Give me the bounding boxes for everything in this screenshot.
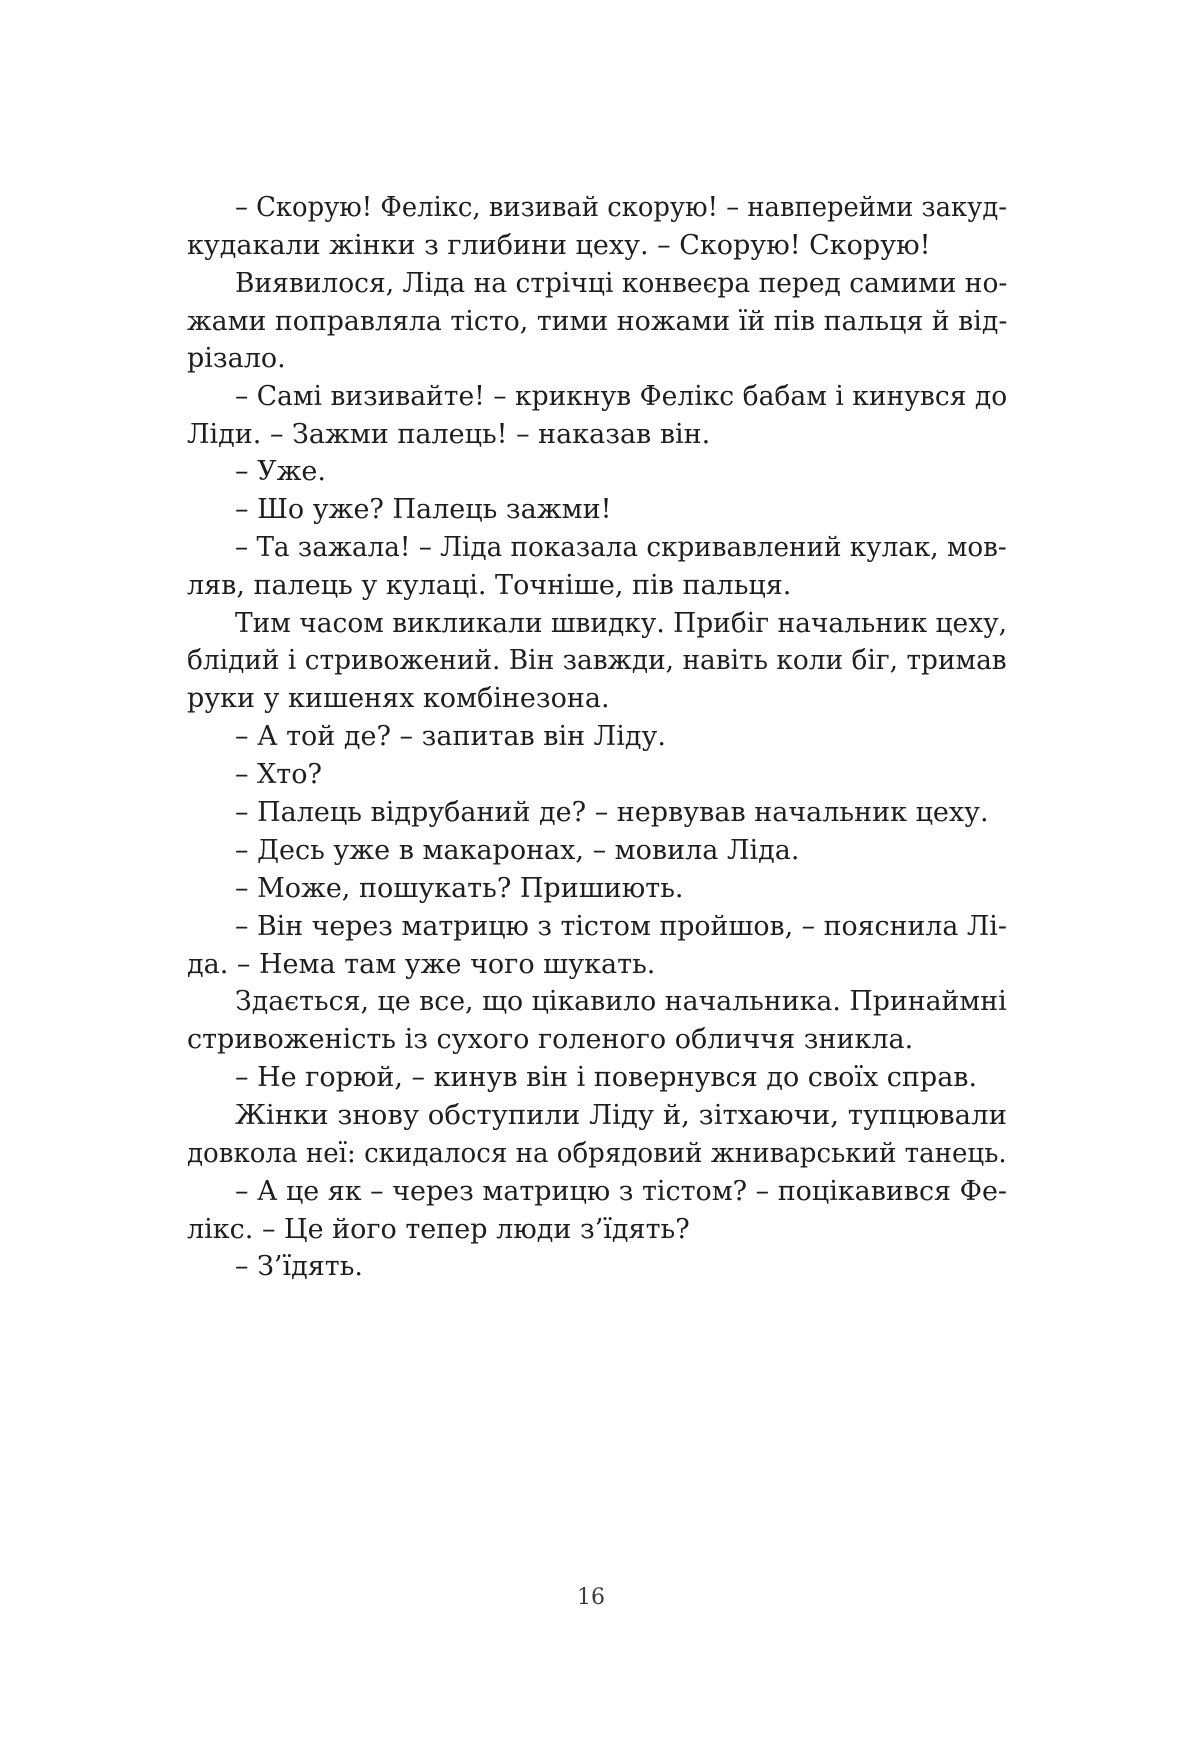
text-line: – Десь уже в макаронах, – мовила Ліда. bbox=[235, 835, 800, 866]
text-line: – З’їдять. bbox=[235, 1251, 363, 1282]
text-line: – Та зажала! – Ліда показала скривавлений кулак, мов- bbox=[235, 532, 1007, 563]
text-line: – А це як – через матрицю з тістом? – поцікавився Фе- bbox=[235, 1176, 1007, 1207]
text-line: стривоженість із сухого голеного обличчя зникла. bbox=[187, 1024, 914, 1055]
text-line: да. – Нема там уже чого шукать. bbox=[187, 949, 656, 980]
text-line: – Скорую! Фелікс, визивай скорую! – навперейми закуд- bbox=[235, 192, 1007, 223]
text-line: ляв, палець у кулаці. Точніше, пів пальця. bbox=[187, 570, 792, 601]
page-number: 16 bbox=[577, 1585, 605, 1610]
text-line: довкола неї: скидалося на обрядовий жниварський танець. bbox=[187, 1138, 1007, 1169]
text-line: Ліди. – Зажми палець! – наказав він. bbox=[187, 419, 711, 450]
text-line: різало. bbox=[187, 343, 286, 374]
text-line: Виявилося, Ліда на стрічці конвеєра перед самими но- bbox=[235, 268, 1008, 299]
text-line: – Самі визивайте! – крикнув Фелікс бабам і кинувся до bbox=[235, 381, 1008, 412]
text-line: – Він через матрицю з тістом пройшов, – пояснила Лі- bbox=[235, 911, 1007, 942]
text-line: лікс. – Це його тепер люди з’їдять? bbox=[187, 1214, 690, 1245]
text-line: – Шо уже? Палець зажми! bbox=[235, 494, 612, 525]
text-line: – Може, пошукать? Пришиють. bbox=[235, 873, 684, 904]
text-line: – Хто? bbox=[235, 759, 322, 790]
text-line: – А той де? – запитав він Ліду. bbox=[235, 721, 666, 752]
text-line: кудакали жінки з глибини цеху. – Скорую! Скорую! bbox=[187, 230, 931, 261]
text-line: – Не горюй, – кинув він і повернувся до своїх справ. bbox=[235, 1062, 978, 1093]
text-line: – Палець відрубаний де? – нервував начальник цеху. bbox=[235, 797, 989, 828]
text-line: руки у кишенях комбінезона. bbox=[187, 683, 610, 714]
text-line: Жінки знову обступили Ліду й, зітхаючи, тупцювали bbox=[235, 1100, 1007, 1131]
text-line: блідий і стривожений. Він завжди, навіть коли біг, тримав bbox=[187, 645, 1007, 676]
text-line: Тим часом викликали швидку. Прибіг начальник цеху, bbox=[235, 608, 1008, 639]
text-line: жами поправляла тісто, тими ножами їй пів пальця й від- bbox=[187, 306, 1008, 337]
text-line: – Уже. bbox=[235, 456, 326, 487]
text-line: Здається, це все, що цікавило начальника. Принаймні bbox=[235, 986, 1007, 1017]
